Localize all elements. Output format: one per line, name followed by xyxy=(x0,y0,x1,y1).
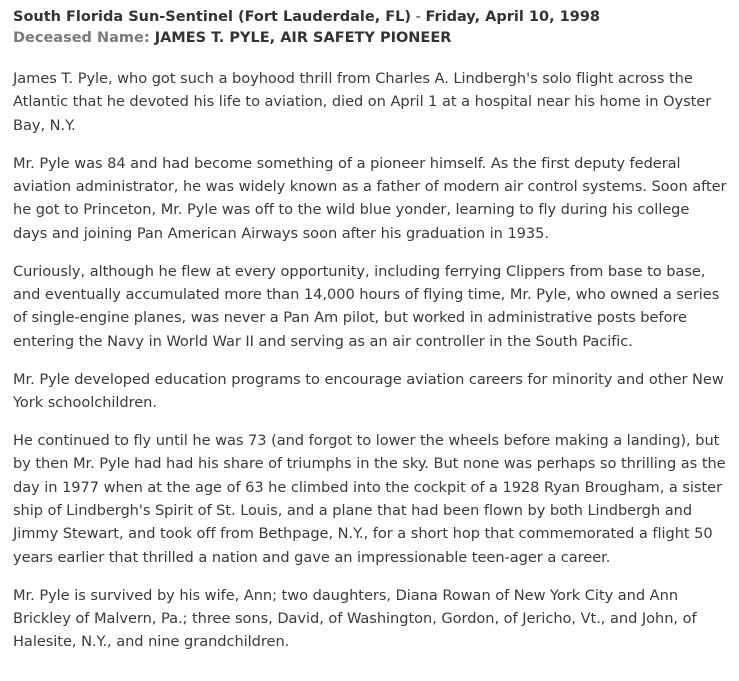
article-paragraph: Mr. Pyle was 84 and had become something of a pioneer himself. As the first deputy federal aviation administrator, he was widely known as a father of modern air control systems. Soon after he got to Princeton, Mr. Pyle was off to the wild blue yonder, learning to fly during his college days and joining Pan American Airways soon after his graduation in 1935. xyxy=(13,154,727,242)
article-paragraph: He continued to fly until he was 73 (and forgot to lower the wheels before making a landing), but by then Mr. Pyle had had his share of triumphs in the sky. But none was perhaps so thrilling as the day in 1977 when at the age of 63 he climbed into the cockpit of a 1928 Ryan Brougham, a sister ship of Lindbergh's Spirit of St. Louis, and a plane that had been flown by both Lindbergh and Jimmy Stewart, and took off from Bethpage, N.Y., for a short hop that commemorated a flight 50 years earlier that thrilled a nation and gave an impressionable teen-ager a career. xyxy=(13,431,726,566)
article-paragraph: Mr. Pyle is survived by his wife, Ann; two daughters, Diana Rowan of New York City and Ann Brickley of Malvern, Pa.; three sons, David, of Washington, Gordon, of Jericho, Vt., and John, of Halesite, N.Y., and nine grandchildren. xyxy=(13,586,697,651)
deceased-label: Deceased Name: xyxy=(13,30,155,46)
deceased-line xyxy=(13,28,727,49)
article-paragraph: Mr. Pyle developed education programs to encourage aviation careers for minority and other New York schoolchildren. xyxy=(13,370,724,412)
article-paragraph: James T. Pyle, who got such a boyhood thrill from Charles A. Lindbergh's solo flight across the Atlantic that he devoted his life to aviation, died on April 1 at a hospital near his home in Oyster Bay, N.Y. xyxy=(13,70,712,134)
article-body xyxy=(13,67,727,654)
publication-date: Friday, April 10, 1998 xyxy=(425,9,601,25)
publication-name: South Florida Sun-Sentinel (Fort Lauderdale, FL) xyxy=(13,9,412,25)
publication-separator: - xyxy=(411,9,426,25)
publication-line xyxy=(13,7,727,28)
deceased-name: JAMES T. PYLE, AIR SAFETY PIONEER xyxy=(154,30,452,46)
article-paragraph: Curiously, although he flew at every opportunity, including ferrying Clippers from base to base, and eventually accumulated more than 14,000 hours of flying time, Mr. Pyle, who owned a series of single-engine planes, was never a Pan Am pilot, but worked in administrative posts before entering the Navy in World War II and serving as an air controller in the South Pacific. xyxy=(13,262,720,350)
